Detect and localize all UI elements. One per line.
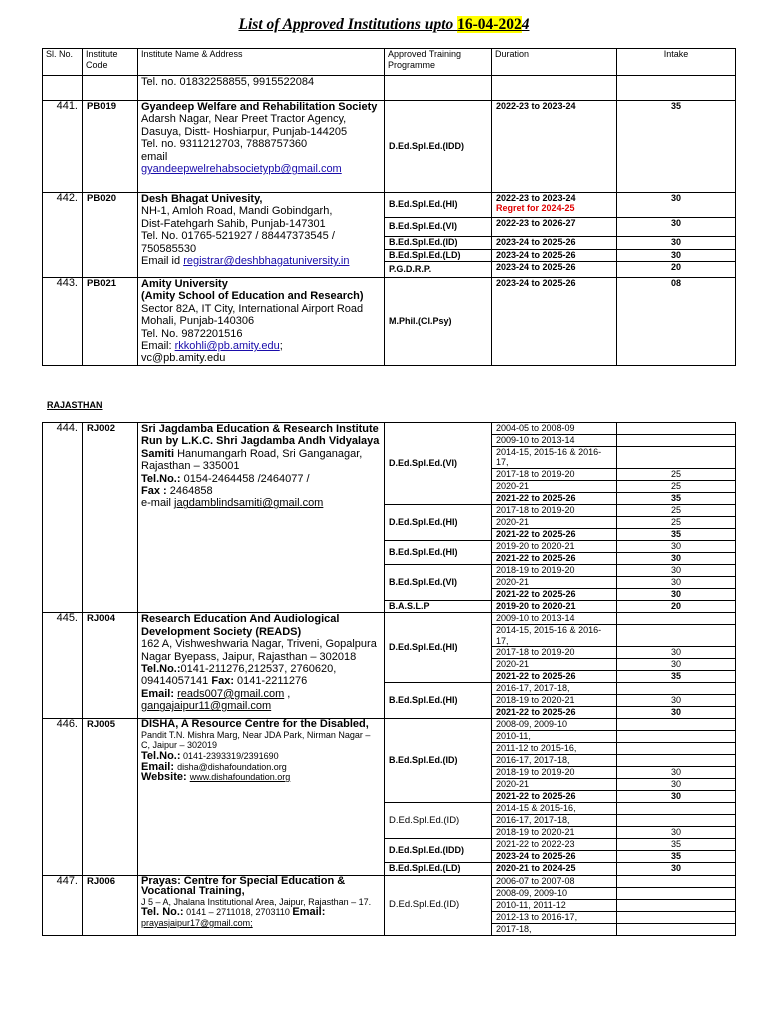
email-link[interactable]: reads007@gmail.com [177, 687, 285, 700]
intake: 30 [617, 863, 736, 876]
duration: 2017-18 to 2019-20 [492, 468, 617, 480]
institutions-table-punjab [42, 48, 736, 366]
intake: 35 [617, 851, 736, 863]
intake [617, 683, 736, 695]
sl-no: 442. [43, 193, 83, 278]
institute-name: DISHA, A Resource Centre for the Disabled, [141, 718, 369, 731]
intake [617, 803, 736, 815]
duration: 2023-24 to 2025-26 [492, 278, 617, 366]
intake [617, 887, 736, 899]
duration: 2016-17, 2017-18, [492, 683, 617, 695]
sl-no: 445. [43, 613, 83, 719]
telephone: 750585530 [141, 242, 197, 255]
fax: 0141-2211276 [233, 675, 308, 688]
tel-label: Tel.No.: [141, 472, 181, 485]
telephone: Tel. No. 01765-521927 / 88447373545 / [141, 230, 335, 243]
duration: 2016-17, 2017-18, [492, 815, 617, 827]
duration: 2023-24 to 2025-26 [492, 237, 617, 250]
duration: 2016-17, 2017-18, [492, 755, 617, 767]
institute-name-cell [138, 613, 385, 719]
address-line: Dist-Fatehgarh Sahib, Punjab-147301 [141, 217, 326, 230]
intake [617, 923, 736, 935]
duration: 2020-21 [492, 576, 617, 588]
institute-name: Prayas: Centre for Special Education & Vocational Training, [141, 875, 346, 898]
duration: 2020-21 [492, 779, 617, 791]
intake: 30 [617, 218, 736, 237]
intake [617, 815, 736, 827]
programme: B.Ed.Spl.Ed.(LD) [385, 249, 492, 262]
duration: 2018-19 to 2019-20 [492, 767, 617, 779]
duration: 2011-12 to 2015-16, [492, 743, 617, 755]
title-date: 16-04-202 [457, 16, 522, 33]
sl-no: 443. [43, 278, 83, 366]
institute-code: PB020 [83, 193, 138, 278]
intake: 30 [617, 827, 736, 839]
email-label: e-mail [141, 497, 175, 510]
address-line: Adarsh Nagar, Near Preet Tractor Agency, [141, 113, 347, 126]
duration: 2018-19 to 2020-21 [492, 827, 617, 839]
table-row [43, 613, 736, 625]
email-link[interactable]: prayasjaipur17@gmail.com; [141, 918, 253, 928]
website-label: Website: [141, 771, 190, 784]
table-row [43, 423, 736, 435]
duration: 2023-24 to 2025-26 [492, 851, 617, 863]
fax: 2464858 [166, 485, 213, 498]
duration: 2021-22 to 2025-26 [492, 588, 617, 600]
programme: P.G.D.R.P. [385, 262, 492, 278]
email-link[interactable]: vc@pb.amity.edu [141, 352, 226, 365]
sl-no: 441. [43, 101, 83, 193]
programme: M.Phil.(Cl.Psy) [385, 278, 492, 366]
programme: B.Ed.Spl.Ed.(ID) [385, 719, 492, 803]
duration: 2021-22 to 2025-26 [492, 528, 617, 540]
email-label: email [141, 150, 168, 163]
institute-name-cell [138, 423, 385, 613]
sl-no: 446. [43, 719, 83, 876]
address-line: 162 A, Vishweshwaria Nagar, Triveni, Gopalpura Nagar Byepass, Jaipur, Rajasthan – 302018 [141, 638, 377, 663]
header-intake: Intake [617, 49, 736, 76]
intake: 35 [617, 839, 736, 851]
email-link[interactable]: disha@dishafoundation.org [177, 761, 287, 772]
programme: B.Ed.Spl.Ed.(VI) [385, 564, 492, 600]
duration: 2014-15, 2015-16 & 2016-17, [492, 447, 617, 469]
programme: B.Ed.Spl.Ed.(HI) [385, 540, 492, 564]
duration: 2017-18, [492, 923, 617, 935]
duration: 2010-11, 2011-12 [492, 899, 617, 911]
email-separator: , [284, 687, 291, 700]
duration: 2023-24 to 2025-26 [492, 249, 617, 262]
duration: 2014-15 & 2015-16, [492, 803, 617, 815]
page-title [0, 16, 768, 34]
institute-name-cell [138, 719, 385, 876]
duration: 2022-23 to 2026-27 [492, 218, 617, 237]
intake: 20 [617, 262, 736, 278]
email-link[interactable]: gangajaipur11@gmail.com [141, 700, 272, 713]
intake: 08 [617, 278, 736, 366]
institute-name-address [141, 423, 381, 510]
header-duration: Duration [492, 49, 617, 76]
email-link[interactable]: gyandeepwelrehabsocietypb@gmail.com [141, 163, 342, 176]
programme: D.Ed.Spl.Ed.(HI) [385, 504, 492, 540]
duration: 2014-15, 2015-16 & 2016-17, [492, 625, 617, 647]
email-label: Email: [141, 760, 178, 773]
duration: 2017-18 to 2019-20 [492, 504, 617, 516]
intake [617, 911, 736, 923]
intake [617, 875, 736, 887]
duration: 2021-22 to 2025-26 [492, 671, 617, 683]
duration: 2009-10 to 2013-14 [492, 613, 617, 625]
intake [617, 447, 736, 469]
telephone: 0154-2464458 /2464077 / [180, 472, 310, 485]
email-link[interactable]: rkkohli@pb.amity.edu [174, 340, 280, 353]
table-header [43, 49, 736, 76]
institute-name: Amity University [141, 278, 228, 290]
programme: D.Ed.Spl.Ed.(VI) [385, 423, 492, 505]
table-row-443 [43, 278, 736, 366]
programme: B.Ed.Spl.Ed.(VI) [385, 218, 492, 237]
institute-code: PB021 [83, 278, 138, 366]
table-row [43, 719, 736, 731]
institute-name-address [138, 193, 385, 278]
intake: 25 [617, 516, 736, 528]
institute-name-sub: (Amity School of Education and Research) [141, 290, 364, 303]
email-separator: ; [279, 340, 283, 353]
duration: 2009-10 to 2013-14 [492, 435, 617, 447]
intake: 35 [617, 528, 736, 540]
address-line: Mohali, Punjab-140306 [141, 315, 255, 328]
intake [617, 743, 736, 755]
intake [617, 755, 736, 767]
programme: D.Ed.Spl.Ed.(IDD) [385, 101, 492, 193]
duration: 2020-21 [492, 480, 617, 492]
intake: 30 [617, 552, 736, 564]
email-link[interactable]: registrar@deshbhagatuniversity.in [183, 255, 350, 268]
region-heading: RAJASTHAN [47, 400, 103, 410]
duration: 2020-21 [492, 659, 617, 671]
intake: 30 [617, 540, 736, 552]
intake: 35 [617, 492, 736, 504]
intake: 35 [617, 101, 736, 193]
intake: 25 [617, 504, 736, 516]
duration-text: 2022-23 to 2023-24 [496, 193, 576, 203]
duration: 2010-11, [492, 731, 617, 743]
institute-name: Gyandeep Welfare and Rehabilitation Society [141, 101, 378, 113]
intake: 30 [617, 791, 736, 803]
intake: 30 [617, 779, 736, 791]
tel-label: Tel. No.: [141, 906, 184, 919]
duration: 2022-23 to 2023-24 [492, 101, 617, 193]
website-link[interactable]: www.dishafoundation.org [189, 772, 291, 783]
institute-code: RJ004 [83, 613, 138, 719]
tel-label: Tel.No.: [141, 749, 181, 762]
telephone: 0141-2393319/2391690 [180, 750, 279, 761]
programme: D.Ed.Spl.Ed.(IDD) [385, 839, 492, 863]
duration: 2012-13 to 2016-17, [492, 911, 617, 923]
sl-no: 447. [43, 875, 83, 935]
table-row-442 [43, 193, 736, 218]
institute-code: RJ002 [83, 423, 138, 613]
institute-name: Desh Bhagat Univesity, [141, 193, 263, 205]
email-link[interactable]: jagdamblindsamiti@gmail.com [174, 497, 324, 510]
intake [617, 423, 736, 435]
table-row [43, 875, 736, 887]
institute-name-address [141, 876, 381, 929]
institute-name-address [141, 613, 381, 712]
intake: 30 [617, 564, 736, 576]
fax-label: Fax : [141, 485, 167, 498]
programme: D.Ed.Spl.Ed.(HI) [385, 613, 492, 683]
header-code: Institute Code [83, 49, 138, 76]
programme: B.Ed.Spl.Ed.(ID) [385, 237, 492, 250]
carry-over-text: Tel. no. 01832258855, 9915522084 [138, 76, 385, 101]
duration: 2008-09, 2009-10 [492, 719, 617, 731]
regret-note: Regret for 2024-25 [496, 203, 575, 214]
intake: 25 [617, 480, 736, 492]
duration: 2021-22 to 2022-23 [492, 839, 617, 851]
duration: 2021-22 to 2025-26 [492, 552, 617, 564]
intake [617, 719, 736, 731]
institute-name: Research Education And Audiological Development Society (READS) [141, 613, 340, 638]
duration: 2019-20 to 2020-21 [492, 600, 617, 613]
email-label: Email: [292, 906, 326, 919]
duration: 2017-18 to 2019-20 [492, 647, 617, 659]
programme: D.Ed.Spl.Ed.(ID) [385, 875, 492, 935]
duration: 2019-20 to 2020-21 [492, 540, 617, 552]
programme: D.Ed.Spl.Ed.(ID) [385, 803, 492, 839]
address-line: Pandit T.N. Mishra Marg, Near JDA Park, Nirman Nagar – C, Jaipur – 302019 [141, 729, 371, 751]
duration: 2018-19 to 2020-21 [492, 695, 617, 707]
institute-code: PB019 [83, 101, 138, 193]
address-line: J 5 – A, Jhalana Institutional Area, Jaipur, Rajasthan – 17. [141, 896, 372, 907]
programme: B.Ed.Spl.Ed.(HI) [385, 683, 492, 719]
address-line: Hanumangarh Road, Sri Ganganagar, Rajasthan – 335001 [141, 447, 363, 473]
duration: 2021-22 to 2025-26 [492, 791, 617, 803]
intake: 30 [617, 588, 736, 600]
intake [617, 625, 736, 647]
institute-code: RJ006 [83, 875, 138, 935]
tel-label: Tel.No.: [141, 662, 181, 675]
header-name: Institute Name & Address [138, 49, 385, 76]
institute-name-address [138, 278, 385, 366]
intake: 30 [617, 193, 736, 218]
intake [617, 435, 736, 447]
duration: 2020-21 [492, 516, 617, 528]
address-line: Dasuya, Distt- Hoshiarpur, Punjab-144205 [141, 125, 348, 138]
telephone: Tel. No. 9872201516 [141, 327, 243, 340]
telephone: 0141 – 2711018, 2703110 [183, 907, 293, 918]
duration: 2018-19 to 2019-20 [492, 564, 617, 576]
intake [617, 613, 736, 625]
header-programme: Approved Training Programme [385, 49, 492, 76]
telephone: 0141-211276,212537, 2760620, 09414057141 [141, 662, 337, 688]
duration [492, 193, 617, 218]
programme: B.Ed.Spl.Ed.(LD) [385, 863, 492, 876]
header-sl: Sl. No. [43, 49, 83, 76]
intake: 30 [617, 576, 736, 588]
title-suffix: 4 [521, 16, 530, 33]
intake: 25 [617, 468, 736, 480]
intake: 30 [617, 767, 736, 779]
programme: B.Ed.Spl.Ed.(HI) [385, 193, 492, 218]
email-label: Email: [141, 687, 178, 700]
institute-name-cell [138, 875, 385, 935]
duration: 2004-05 to 2008-09 [492, 423, 617, 435]
address-line: Sector 82A, IT City, International Airport Road [141, 302, 364, 315]
intake: 30 [617, 237, 736, 250]
intake: 30 [617, 707, 736, 719]
duration: 2021-22 to 2025-26 [492, 707, 617, 719]
institute-name: Sri Jagdamba Education & Research Institute Run by L.K.C. Shri Jagdamba Andh Vidyalaya Samiti [141, 423, 380, 460]
duration: 2008-09, 2009-10 [492, 887, 617, 899]
intake [617, 899, 736, 911]
duration: 2006-07 to 2007-08 [492, 875, 617, 887]
table-row-441 [43, 101, 736, 193]
intake: 35 [617, 671, 736, 683]
programme: B.A.S.L.P [385, 600, 492, 613]
intake: 30 [617, 249, 736, 262]
intake [617, 731, 736, 743]
duration: 2020-21 to 2024-25 [492, 863, 617, 876]
duration: 2021-22 to 2025-26 [492, 492, 617, 504]
telephone: Tel. no. 9311212703, 7888757360 [141, 138, 308, 151]
fax-label: Fax: [211, 675, 234, 688]
duration: 2023-24 to 2025-26 [492, 262, 617, 278]
table-row-carry [43, 76, 736, 101]
intake: 30 [617, 647, 736, 659]
institute-name-address [141, 719, 381, 783]
institutions-table-rajasthan [42, 422, 736, 936]
title-text: List of Approved Institutions upto [238, 16, 458, 33]
institute-name-address [138, 101, 385, 193]
sl-no: 444. [43, 423, 83, 613]
email-label: Email id [141, 255, 184, 268]
intake: 30 [617, 659, 736, 671]
email-label: Email: [141, 340, 175, 353]
intake: 20 [617, 600, 736, 613]
institute-code: RJ005 [83, 719, 138, 876]
intake: 30 [617, 695, 736, 707]
address-line: NH-1, Amloh Road, Mandi Gobindgarh, [141, 205, 333, 218]
